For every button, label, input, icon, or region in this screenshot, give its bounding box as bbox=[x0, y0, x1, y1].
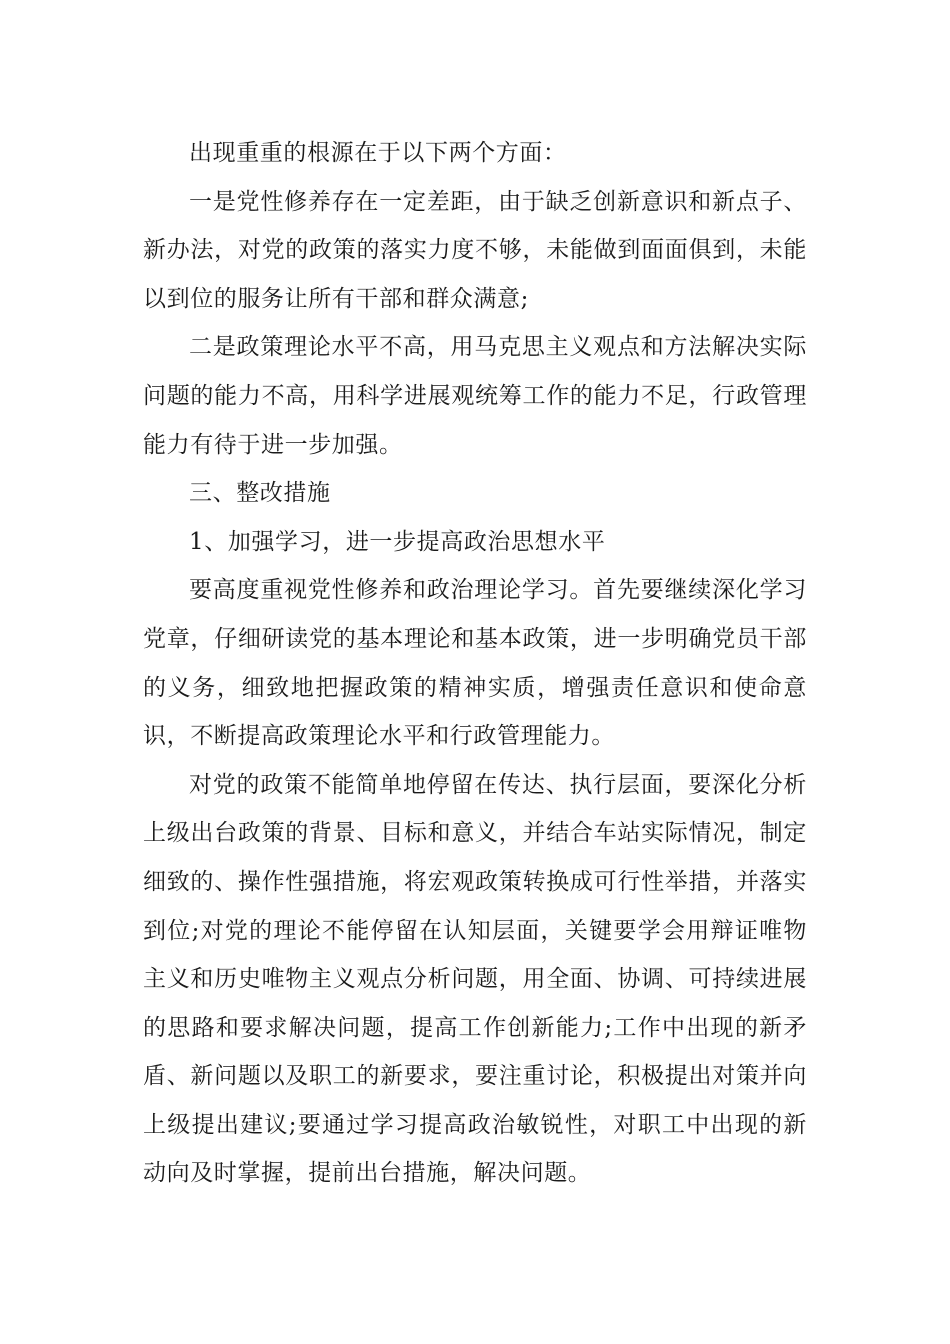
document-body bbox=[143, 129, 807, 1198]
subheading-strengthen-learning: 1、加强学习，进一步提高政治思想水平 bbox=[189, 528, 606, 555]
paragraph-cause-two: 二是政策理论水平不高，用马克思主义观点和方法解决实际问题的能力不高，用科学进展观统筹工作的能力不足，行政管理能力有待于进一步加强。 bbox=[143, 334, 807, 458]
paragraph-policy-implementation: 对党的政策不能简单地停留在传达、执行层面，要深化分析上级出台政策的背景、目标和意义，并结合车站实际情况，制定细致的、操作性强措施，将宏观政策转换成可行性举措，并落实到位;对党的理论不能停留在认知层面，关键要学会用辩证唯物主义和历史唯物主义观点分析问题，用全面、协调、可持续进展的思路和要求解决问题，提高工作创新能力;工作中出现的新矛盾、新问题以及职工的新要求，要注重讨论，积极提出对策并向上级提出建议;要通过学习提高政治敏锐性，对职工中出现的新动向及时掌握，提前出台措施，解决问题。 bbox=[143, 771, 807, 1187]
section-heading-rectification-measures: 三、整改措施 bbox=[189, 480, 331, 507]
paragraph-cause-one: 一是党性修养存在一定差距，由于缺乏创新意识和新点子、新办法，对党的政策的落实力度不够，未能做到面面俱到，未能以到位的服务让所有干部和群众满意; bbox=[143, 188, 807, 312]
paragraph-root-causes-intro: 出现重重的根源在于以下两个方面： bbox=[189, 140, 567, 166]
paragraph-party-study: 要高度重视党性修养和政治理论学习。首先要继续深化学习党章，仔细研读党的基本理论和基本政策，进一步明确党员干部的义务，细致地把握政策的精神实质，增强责任意识和使命意识，不断提高政策理论水平和行政管理能力。 bbox=[143, 577, 807, 750]
